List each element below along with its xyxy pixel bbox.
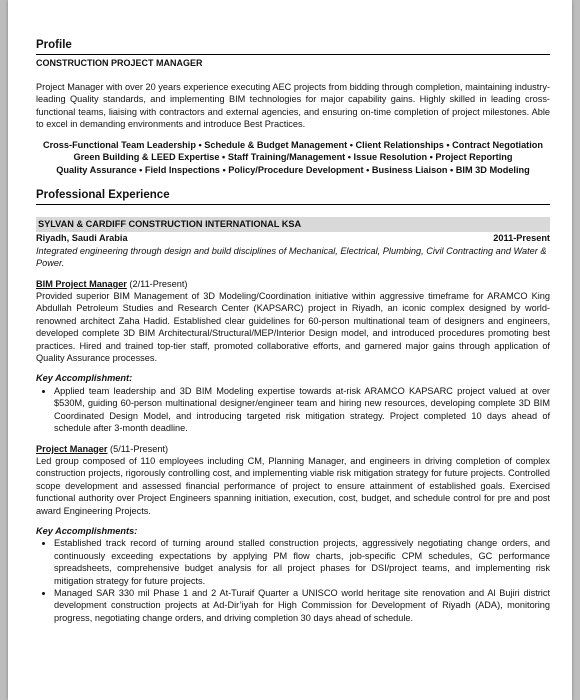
skills-line: Green Building & LEED Expertise • Staff Training/Management • Issue Resolution • Project Reporting	[73, 152, 513, 163]
company-name: SYLVAN & CARDIFF CONSTRUCTION INTERNATIONAL KSA	[36, 217, 550, 232]
skills-line: Quality Assurance • Field Inspections • Policy/Procedure Development • Business Liaison • BIM 3D Modeling	[56, 164, 530, 175]
profile-divider	[36, 54, 550, 55]
skills-block	[36, 139, 550, 177]
accomplishment-item: • Applied team leadership and 3D BIM Modeling expertise towards at-risk ARAMCO KAPSARC project valued at over $530M, guiding 60-person multinational designer/engineer team and hiring new resources, developing complete 3D BIM Coordinated Design Model, and introducing targeted risk mitigation strategy. Project completed 10 days ahead of schedule after 3-month deadline.	[54, 385, 550, 435]
key-accomplishment-label: Key Accomplishment:	[36, 373, 133, 384]
profile-heading: Profile	[36, 39, 72, 51]
role-title: BIM Project Manager	[36, 278, 127, 289]
role-heading	[36, 443, 550, 455]
role-title: Project Manager	[36, 443, 108, 454]
skills-line: Cross-Functional Team Leadership • Schedule & Budget Management • Client Relationships • Contract Negotiation	[42, 139, 544, 150]
company-location-row	[36, 232, 550, 244]
experience-divider	[36, 204, 550, 205]
profile-summary: Project Manager with over 20 years experience executing AEC projects from bidding through completion, maintaining industry-leading Quality standards, and implementing BIM technologies for major capability gains. Highly skilled in leading cross-functional teams, liaising with contractors and external agencies, and ensuring on-time completion of project milestones. Able to excel in demanding environments and introduce Best Practices.	[36, 82, 550, 130]
resume-content	[36, 38, 550, 624]
profile-subtitle: CONSTRUCTION PROJECT MANAGER	[36, 58, 203, 68]
experience-heading: Professional Experience	[36, 189, 170, 202]
role-summary: Provided superior BIM Management of 3D Modeling/Coordination initiative within aggressive timeframe for ARAMCO King Abdullah Petroleum Studies and Research Center (KAPSARC) project in Riyadh, an iconic complex designed by world-renowned architect Zaha Hadid. Established clear guidelines for 60-person multinational team of designers and engineers, developed complete 3D BIM Architectural/Structural/MEP/Interior Design model, and introduced procedures promoting best practices. Hired and trained top-tier staff, promoted collaborative efforts, and garnered major gains through application of Quality Assurance processes.	[36, 291, 550, 364]
company-dates: 2011-Present	[493, 233, 550, 244]
company-description: Integrated engineering through design and build disciplines of Mechanical, Electrical, Plumbing, Civil Contracting and Water & Power.	[36, 245, 547, 269]
accomplishment-item: • Established track record of turning around stalled construction projects, aggressively negotiating change orders, and continuously exceeding expectations by applying PM flow charts, job-specific CPM schedules, GC performance spreadsheets, comprehensive budget analysis for all project phases for DSI/project teams, and implementing risk mitigation strategy for future projects.	[54, 537, 550, 587]
accomplishment-item: • Managed SAR 330 mil Phase 1 and 2 At-Turaif Quarter a UNISCO world heritage site renovation and Al Bujiri district development construction projects at Ad-Dir’iyah for High Commission for Development of Riyadh (ADA), monitoring progress, negotiating change orders, and driving completion 30 days ahead of schedule.	[54, 587, 550, 624]
company-location: Riyadh, Saudi Arabia	[36, 233, 128, 244]
role-dates: (2/11-Present)	[126, 278, 188, 289]
role-heading	[36, 278, 550, 290]
accomplishment-list	[36, 385, 550, 435]
accomplishment-list	[36, 537, 550, 624]
resume-page	[8, 0, 572, 700]
key-accomplishment-label: Key Accomplishments:	[36, 525, 138, 536]
role-summary: Led group composed of 110 employees including CM, Planning Manager, and engineers in driving completion of complex construction projects, rigorously controlling cost, and implementing viable risk mitigation strategy for future projects. Controlled scope development and assessed financial performance of project to ensure attainment of established goals. Exercised functional authority over Project Engineers spanning initiation, execution, cost, budget, and schedule control for pre and post award Engineering Projects.	[36, 455, 550, 516]
role-dates: (5/11-Present)	[107, 443, 169, 454]
